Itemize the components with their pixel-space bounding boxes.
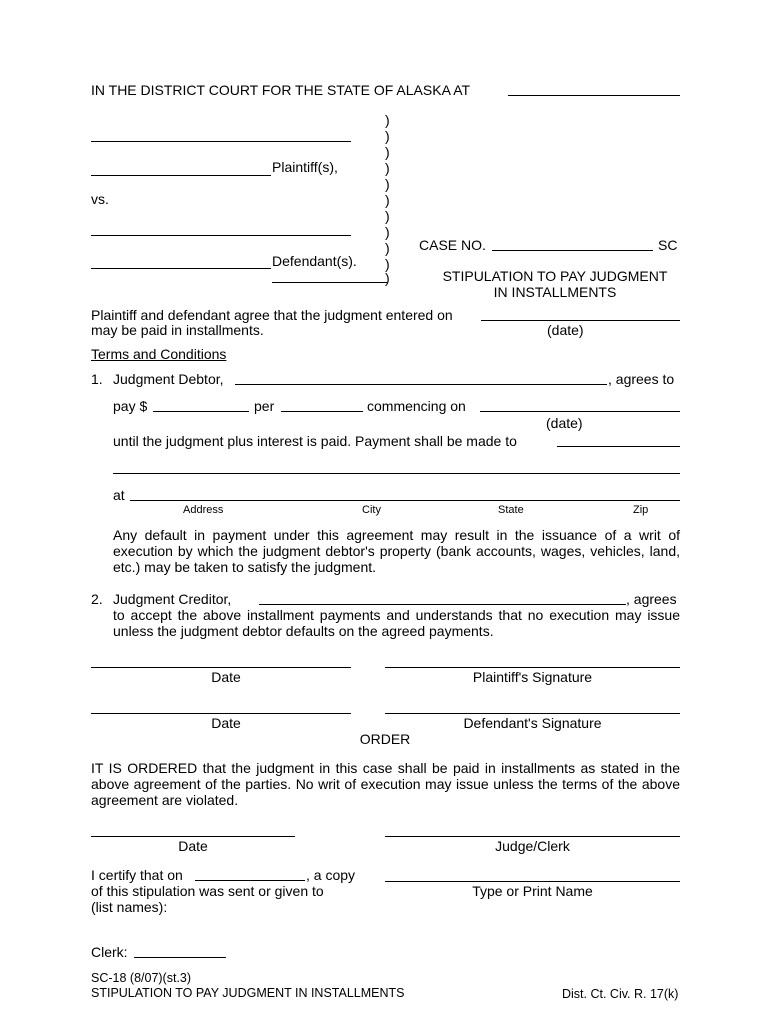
plaintiff-name-field[interactable]	[91, 141, 351, 142]
judgment-creditor-label: Judgment Creditor,	[113, 591, 232, 607]
court-title: IN THE DISTRICT COURT FOR THE STATE OF ALASKA AT	[91, 82, 471, 98]
default-paragraph: Any default in payment under this agreement may result in the issuance of a writ of execution by which the judgment debtor's property (bank accounts, wages, vehicles, land, etc.) may be taken to satisfy the judgment.	[113, 527, 680, 575]
case-no-field[interactable]	[492, 250, 653, 251]
vs-label: vs.	[91, 191, 109, 207]
commencing-date-field[interactable]	[480, 411, 680, 412]
footer-rule: Dist. Ct. Civ. R. 17(k)	[562, 987, 679, 1001]
commencing-label: commencing on	[367, 398, 466, 414]
city-caption: City	[362, 504, 381, 516]
order-paragraph: IT IS ORDERED that the judgment in this case shall be paid in installments as stated in the above agreement of the parties. No writ of execution may issue unless the terms of the above agreement are violated.	[91, 760, 680, 808]
case-suffix: SC	[658, 237, 678, 253]
caption-bottom-rule	[272, 282, 387, 283]
until-text: until the judgment plus interest is paid. Payment shall be made to	[113, 433, 517, 449]
defendant-signature-caption: Defendant's Signature	[463, 715, 602, 731]
certify-line3: (list names):	[91, 899, 168, 915]
document-title-line1: STIPULATION TO PAY JUDGMENT	[442, 268, 668, 284]
payment-amount-field[interactable]	[153, 411, 249, 412]
payee-field-2[interactable]	[113, 473, 680, 474]
judgment-debtor-label: Judgment Debtor,	[113, 371, 224, 387]
at-label: at	[113, 487, 125, 503]
form-number: SC-18 (8/07)(st.3)	[91, 971, 192, 985]
order-date-caption: Date	[178, 838, 208, 854]
zip-caption: Zip	[633, 504, 649, 516]
intro-text-line2: may be paid in installments.	[91, 322, 264, 338]
address-caption: Address	[183, 504, 224, 516]
defendant-label: Defendant(s).	[272, 253, 357, 269]
judgment-debtor-field[interactable]	[235, 384, 607, 385]
judge-clerk-caption: Judge/Clerk	[495, 838, 570, 854]
defendant-date-caption: Date	[211, 715, 241, 731]
certify-suffix: , a copy	[306, 867, 356, 883]
defendant-date-field[interactable]	[91, 713, 351, 714]
plaintiff-signature-caption: Plaintiff's Signature	[472, 669, 593, 685]
payment-period-field[interactable]	[281, 411, 363, 412]
footer-form-title: STIPULATION TO PAY JUDGMENT IN INSTALLMENTS	[91, 986, 405, 1000]
plaintiff-date-caption: Date	[211, 669, 241, 685]
defendant-signature-field[interactable]	[385, 713, 680, 714]
item1-agrees-text: , agrees to	[608, 371, 675, 387]
type-print-name-field[interactable]	[385, 881, 680, 882]
court-location-field[interactable]	[508, 95, 680, 96]
judgment-creditor-field[interactable]	[259, 604, 626, 605]
terms-heading: Terms and Conditions	[91, 346, 227, 362]
pay-label: pay $	[113, 398, 148, 414]
state-caption: State	[498, 504, 524, 516]
certify-prefix: I certify that on	[91, 867, 183, 883]
clerk-label: Clerk:	[91, 944, 128, 960]
order-date-field[interactable]	[91, 836, 295, 837]
item2-number: 2.	[91, 591, 103, 607]
item1-number: 1.	[91, 371, 103, 387]
judgment-date-caption: (date)	[547, 322, 584, 338]
case-no-label: CASE NO.	[419, 237, 486, 253]
item2-paragraph: to accept the above installment payments and understands that no execution may issue unless the judgment debtor defaults on the agreed payments.	[113, 607, 680, 639]
per-label: per	[254, 398, 275, 414]
order-heading: ORDER	[359, 731, 411, 747]
plaintiff-date-field[interactable]	[91, 667, 351, 668]
document-title-line2: IN INSTALLMENTS	[493, 284, 617, 300]
certify-line2: of this stipulation was sent or given to	[91, 883, 324, 899]
payee-field[interactable]	[557, 446, 680, 447]
payment-address-field[interactable]	[130, 500, 680, 501]
plaintiff-name-field-2[interactable]	[91, 175, 271, 176]
item2-agrees-text: , agrees	[626, 591, 677, 607]
clerk-field[interactable]	[134, 957, 226, 958]
commencing-date-caption: (date)	[546, 415, 583, 431]
plaintiff-signature-field[interactable]	[385, 667, 680, 668]
judgment-date-field[interactable]	[481, 320, 680, 321]
certify-date-field[interactable]	[195, 880, 305, 881]
type-print-name-caption: Type or Print Name	[472, 883, 593, 899]
intro-text-line1: Plaintiff and defendant agree that the judgment entered on	[91, 307, 453, 323]
plaintiff-label: Plaintiff(s),	[272, 159, 338, 175]
defendant-name-field[interactable]	[91, 235, 351, 236]
judge-signature-field[interactable]	[385, 836, 680, 837]
defendant-name-field-2[interactable]	[91, 268, 271, 269]
